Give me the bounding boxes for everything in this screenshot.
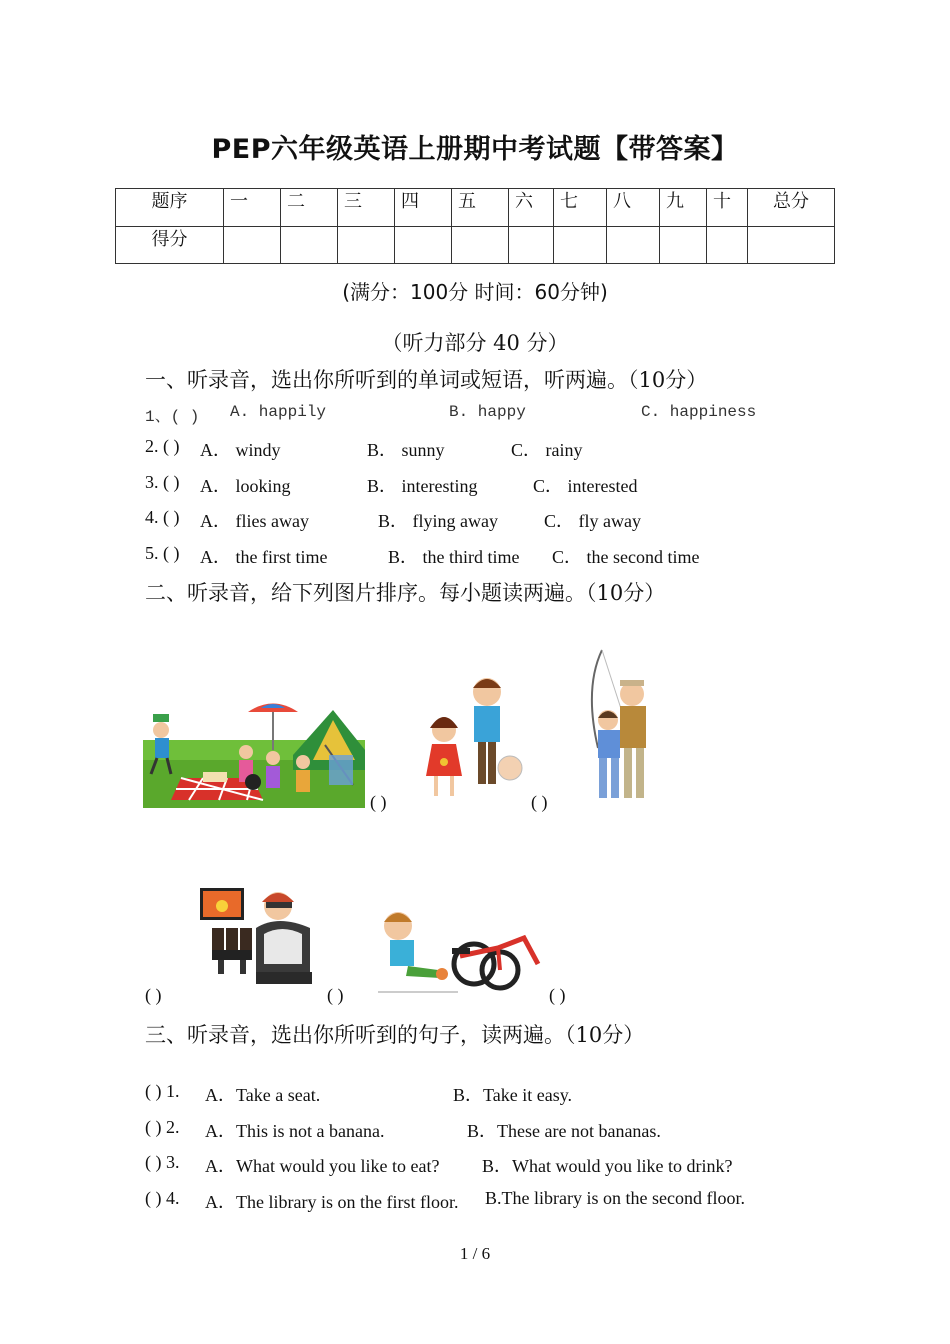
s3-q2-number: ( ) 2.	[145, 1117, 180, 1137]
picnic-picture	[143, 700, 365, 808]
s1-q5-option-b: B． the third time	[388, 547, 520, 567]
s1-q4-option-b: B． flying away	[378, 511, 498, 531]
score-header-cell: 七	[554, 189, 607, 227]
score-cell[interactable]	[554, 226, 607, 264]
score-cell[interactable]	[607, 226, 660, 264]
score-header-cell: 十	[707, 189, 748, 227]
s3-q4-number: ( ) 4.	[145, 1188, 180, 1208]
score-table	[115, 188, 835, 264]
score-cell[interactable]	[338, 226, 395, 264]
score-cell[interactable]	[281, 226, 338, 264]
score-table-header-row	[116, 189, 835, 227]
s3-q4-option-b: B.The library is on the second floor.	[485, 1188, 745, 1208]
score-header-cell: 六	[509, 189, 554, 227]
s2-answer-blank-5[interactable]: ( )	[549, 985, 566, 1005]
section2-heading: 二、听录音，给下列图片排序。每小题读两遍。（10分）	[145, 581, 666, 605]
s3-q4-option-a: A．The library is on the first floor.	[205, 1192, 459, 1212]
score-table-score-row	[116, 226, 835, 264]
s1-q1-option-a: A. happily	[230, 403, 327, 421]
s1-q2-option-b: B． sunny	[367, 440, 445, 460]
score-header-cell: 题序	[116, 189, 224, 227]
score-header-cell: 三	[338, 189, 395, 227]
page-number: 1 / 6	[459, 1244, 491, 1263]
cinema-picture	[198, 884, 320, 994]
s1-q4-option-c: C． fly away	[544, 511, 641, 531]
s1-q4-option-a: A． flies away	[200, 511, 309, 531]
score-cell[interactable]	[395, 226, 452, 264]
score-cell[interactable]	[707, 226, 748, 264]
s3-q3-number: ( ) 3.	[145, 1152, 180, 1172]
s1-q2-option-a: A． windy	[200, 440, 281, 460]
s2-answer-blank-3[interactable]: ( )	[145, 985, 162, 1005]
s1-q3-option-b: B． interesting	[367, 476, 478, 496]
full-score-note: (满分：100分 时间：60分钟)	[342, 280, 608, 304]
grandpa-fishing-picture	[584, 648, 658, 804]
s1-q1-option-b: B. happy	[449, 403, 526, 421]
section1-heading: 一、听录音，选出你所听到的单词或短语，听两遍。（10分）	[145, 368, 708, 392]
s2-answer-blank-2[interactable]: ( )	[531, 792, 548, 812]
s3-q2-option-b: B．These are not bananas.	[467, 1121, 661, 1141]
score-header-cell: 一	[224, 189, 281, 227]
section3-heading: 三、听录音，选出你所听到的句子，读两遍。（10分）	[145, 1023, 645, 1047]
s1-q3-number: 3. ( )	[145, 472, 180, 492]
s3-q1-option-b: B．Take it easy.	[453, 1085, 573, 1105]
s1-q4-number: 4. ( )	[145, 507, 180, 527]
score-cell[interactable]	[452, 226, 509, 264]
score-header-cell: 九	[660, 189, 707, 227]
s2-answer-blank-1[interactable]: ( )	[370, 792, 387, 812]
listening-part-heading: （听力部分 40 分）	[381, 331, 569, 355]
s1-q1-option-c: C. happiness	[641, 403, 757, 421]
s1-q5-option-a: A． the first time	[200, 547, 328, 567]
score-header-cell: 八	[607, 189, 660, 227]
score-header-cell: 四	[395, 189, 452, 227]
s3-q2-option-a: A．This is not a banana.	[205, 1121, 385, 1141]
s3-q3-option-a: A．What would you like to eat?	[205, 1156, 440, 1176]
score-header-cell: 二	[281, 189, 338, 227]
s1-q5-number: 5. ( )	[145, 543, 180, 563]
bike-fall-picture	[378, 908, 546, 994]
family-walking-picture	[422, 676, 526, 804]
score-header-cell: 五	[452, 189, 509, 227]
s1-q2-number: 2. ( )	[145, 436, 180, 456]
s2-answer-blank-4[interactable]: ( )	[327, 985, 344, 1005]
score-cell[interactable]	[509, 226, 554, 264]
s1-q3-option-a: A． looking	[200, 476, 291, 496]
s3-q1-number: ( ) 1.	[145, 1081, 180, 1101]
page-title: PEP六年级英语上册期中考试题【带答案】	[211, 134, 739, 165]
s1-q3-option-c: C． interested	[533, 476, 638, 496]
score-cell[interactable]	[224, 226, 281, 264]
s1-q1-number: 1、( )	[145, 408, 200, 426]
s1-q2-option-c: C． rainy	[511, 440, 583, 460]
s1-q5-option-c: C． the second time	[552, 547, 700, 567]
score-header-cell: 总分	[748, 189, 835, 227]
s3-q1-option-a: A．Take a seat.	[205, 1085, 321, 1105]
score-row-label: 得分	[116, 226, 224, 264]
score-cell[interactable]	[748, 226, 835, 264]
score-cell[interactable]	[660, 226, 707, 264]
s3-q3-option-b: B．What would you like to drink?	[482, 1156, 733, 1176]
